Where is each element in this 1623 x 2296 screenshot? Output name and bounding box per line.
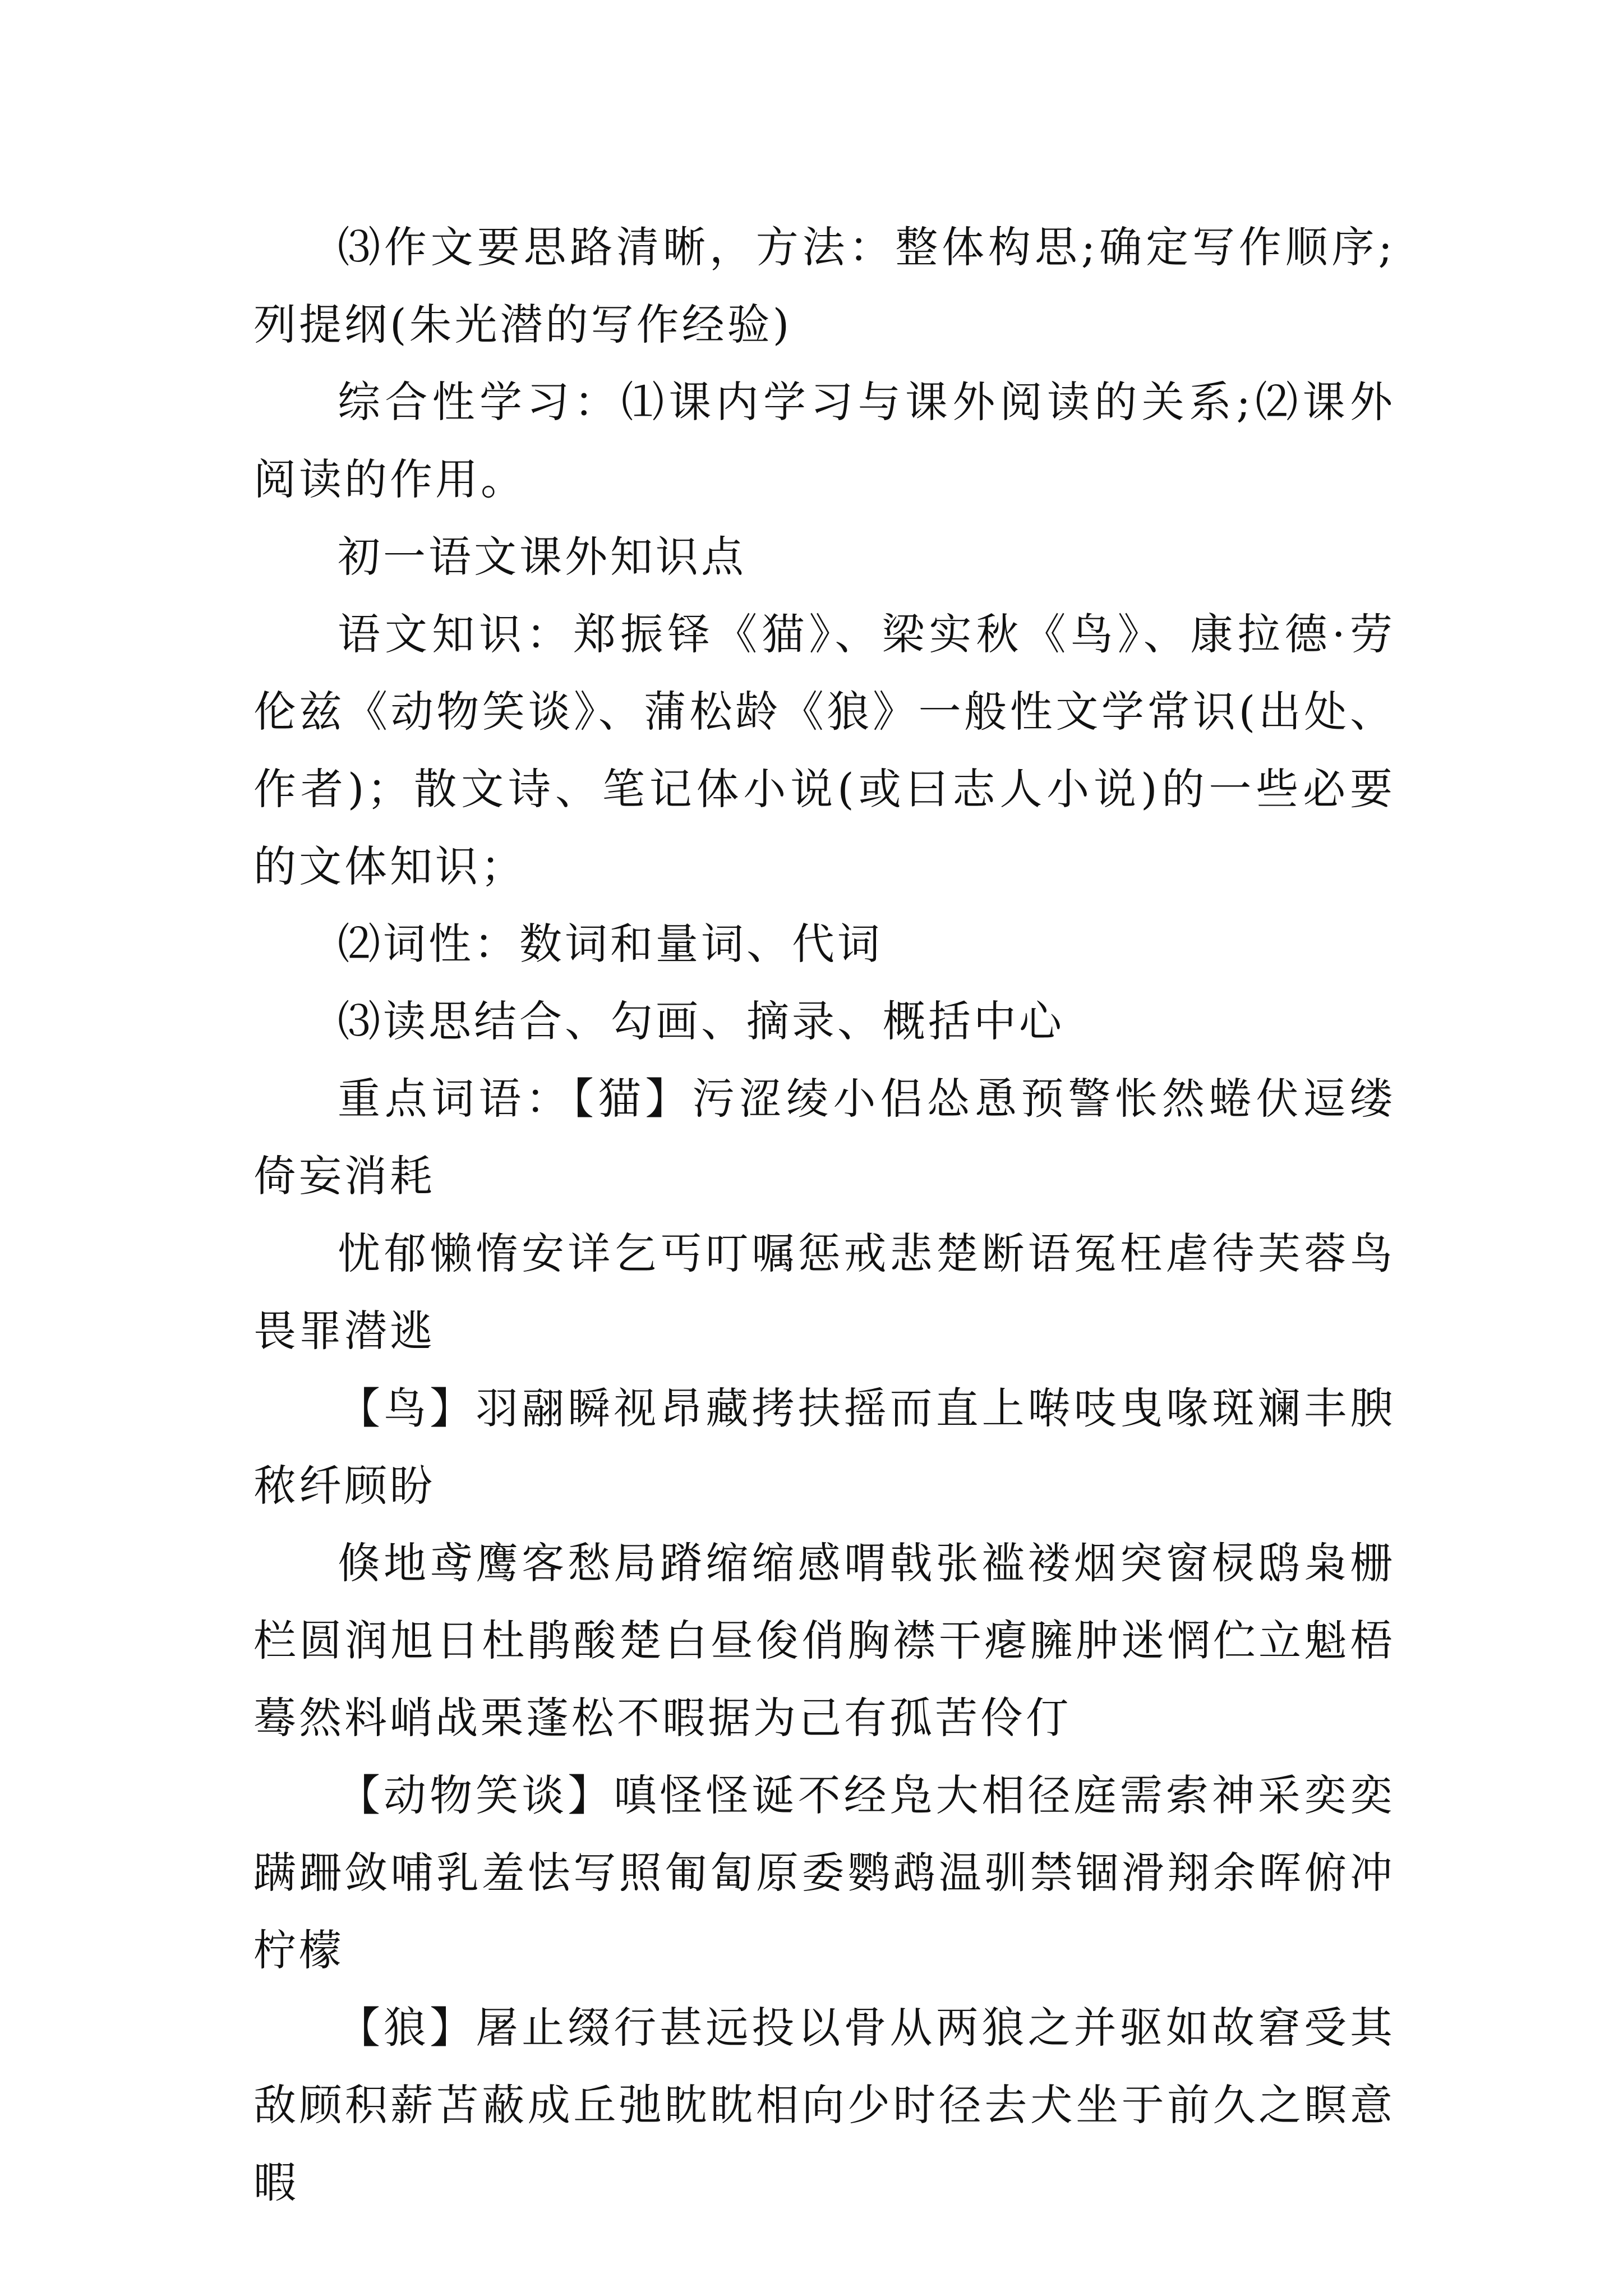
paragraph-vocab-cat-continued: 忧郁懒惰安详乞丐叮嘱惩戒悲楚断语冤枉虐待芙蓉鸟畏罪潜逃 (253, 1228, 1395, 1356)
document-body (253, 209, 1395, 2221)
paragraph-literary-knowledge: 语文知识：郑振铎《猫》、梁实秋《鸟》、康拉德·劳伦兹《动物笑谈》、蒲松龄《狼》一般性文学常识(出处、作者)；散文诗、笔记体小说(或曰志人小说)的一些必要的文体知识； (253, 609, 1395, 891)
paragraph-comprehensive-learning: 综合性学习：⑴课内学习与课外阅读的关系;⑵课外阅读的作用。 (253, 377, 1395, 504)
paragraph-vocab-cat: 重点词语：【猫】污涩绫小侣怂恿预警怅然蜷伏逗缕倚妄消耗 (253, 1074, 1395, 1201)
paragraph-vocab-bird: 【鸟】羽翮瞬视昂藏拷扶摇而直上啭吱曳喙斑斓丰腴秾纤顾盼 (253, 1383, 1395, 1511)
paragraph-vocab-bird-continued: 倏地鸢鹰客愁局蹐缩缩感喟戟张褴褛烟突窗棂鸱枭栅栏圆润旭日杜鹃酸楚白昼俊俏胸襟干瘪臃肿迷惘伫立魁梧蓦然料峭战栗蓬松不暇据为己有孤苦伶仃 (253, 1538, 1395, 1743)
paragraph-vocab-animal-jokes: 【动物笑谈】嗔怪怪诞不经凫大相径庭需索神采奕奕蹒跚敛哺乳羞怯写照匍匐原委鹦鹉温驯禁锢滑翔余晖俯冲柠檬 (253, 1770, 1395, 1975)
paragraph-vocab-wolf: 【狼】屠止缀行甚远投以骨从两狼之并驱如故窘受其敌顾积薪苫蔽成丘弛眈眈相向少时径去犬坐于前久之瞑意暇 (253, 2003, 1395, 2207)
paragraph-writing-method: ⑶作文要思路清晰，方法：整体构思;确定写作顺序;列提纲(朱光潜的写作经验) (253, 222, 1395, 349)
paragraph-parts-of-speech: ⑵词性：数词和量词、代词 (338, 919, 883, 969)
section-heading: 初一语文课外知识点 (338, 532, 746, 582)
paragraph-reading-method: ⑶读思结合、勾画、摘录、概括中心 (338, 996, 1064, 1046)
